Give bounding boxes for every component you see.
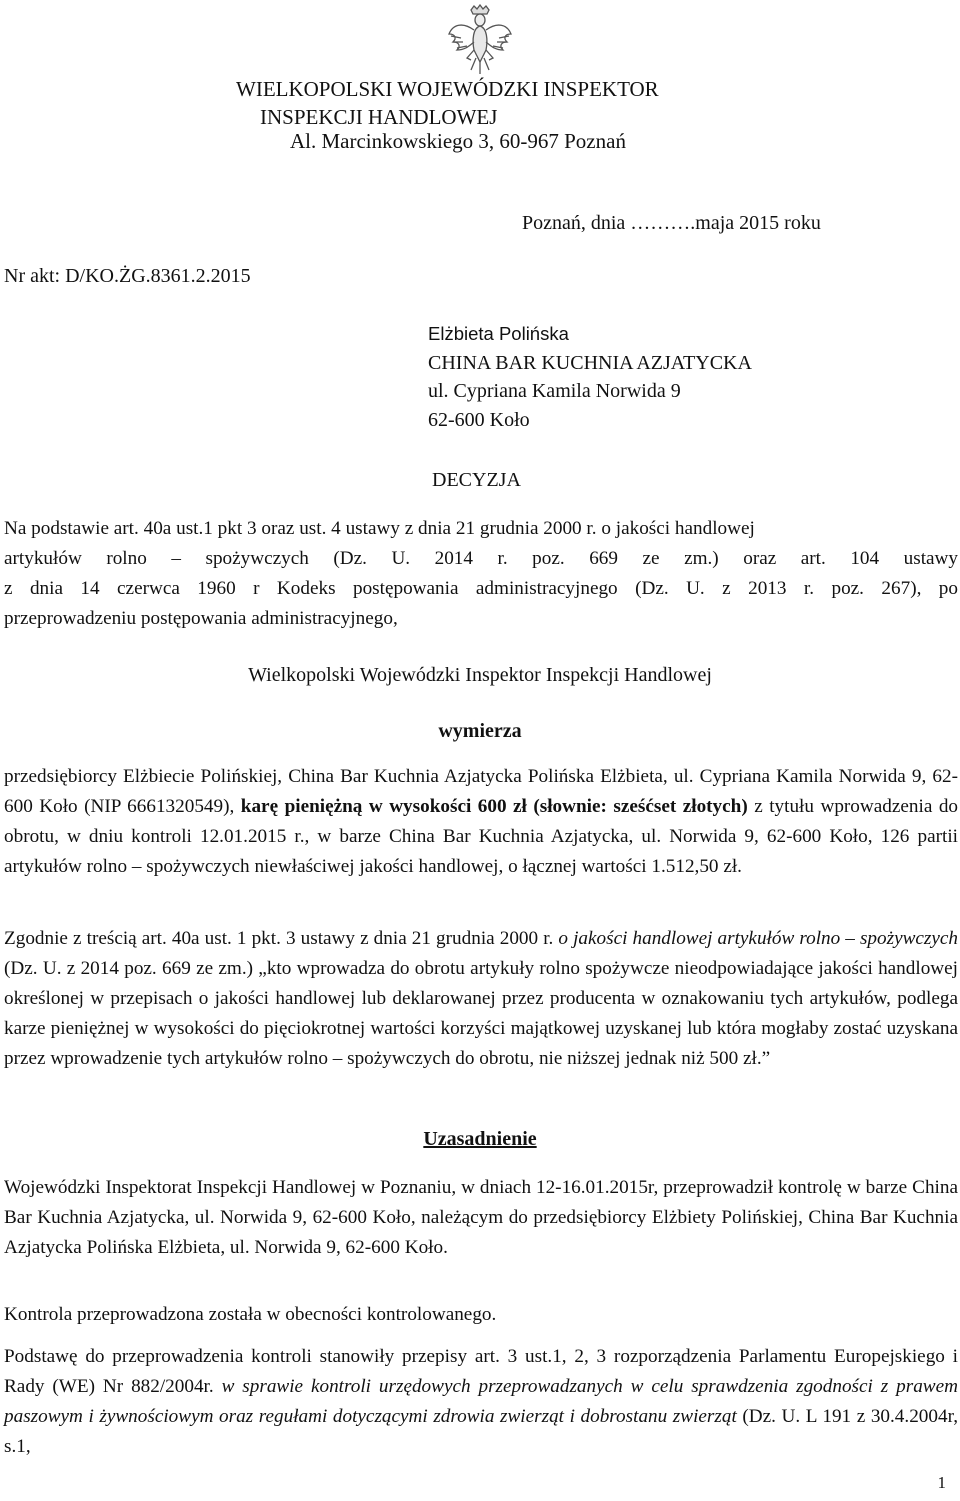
case-number: Nr akt: D/KO.ŻG.8361.2.2015 — [4, 265, 251, 287]
recipient-block — [428, 320, 752, 434]
document-title: DECYZJA — [432, 469, 521, 491]
recipient-company: CHINA BAR KUCHNIA AZJATYCKA — [428, 351, 752, 374]
basis-line: Na podstawie art. 40a ust.1 pkt 3 oraz ust. 4 ustawy z dnia 21 grudnia 2000 r. o jakości handlowej — [4, 518, 755, 539]
regulation-title: w sprawie kontroli urzędowych przeprowadzanych w celu sprawdzenia zgodności z prawem paszowym i żywnościowym oraz regułami dotyczącymi zdrowia zwierząt i dobrostanu zwierząt — [4, 1376, 958, 1427]
recipient-street: ul. Cypriana Kamila Norwida 9 — [428, 380, 681, 402]
justification-text-cont: (Dz. U. L 191 z 30.4.2004r, s.1, — [4, 1406, 958, 1457]
page-number: 1 — [937, 1473, 946, 1492]
basis-line: artykułów rolno – spożywczych (Dz. U. 2014 r. poz. 669 ze zm.) oraz art. 104 ustawy — [4, 548, 958, 569]
penalty-amount: karę pieniężną w wysokości 600 zł (słownie: sześćset złotych) — [240, 796, 748, 817]
legal-quote-paragraph — [4, 924, 958, 1074]
penalty-paragraph — [4, 762, 958, 882]
penalty-text-cont: z tytułu wprowadzenia do obrotu, w dniu kontroli 12.01.2015 r., w barze China Bar Kuchnia Azjatycka, ul. Norwida 9, 62-600 Koło, 126 partii artykułów rolno – spożywczych niewłaściwej jakości handlowej, o łącznej wartości 1.512,50 zł. — [4, 796, 959, 877]
justification-paragraph-2: Kontrola przeprowadzona została w obecności kontrolowanego. — [4, 1304, 497, 1325]
issuing-authority: Wielkopolski Wojewódzki Inspektor Inspekcji Handlowej — [248, 664, 712, 686]
authority-address: Al. Marcinkowskiego 3, 60-967 Poznań — [290, 129, 626, 153]
authority-header-line2: INSPEKCJI HANDLOWEJ — [260, 105, 498, 129]
place-and-date: Poznań, dnia ……….maja 2015 roku — [522, 212, 821, 234]
recipient-name: Elżbieta Polińska — [428, 323, 569, 344]
legal-text: Zgodnie z treścią art. 40a ust. 1 pkt. 3 ustawy z dnia 21 grudnia 2000 r. — [4, 928, 559, 949]
justification-heading: Uzasadnienie — [423, 1128, 537, 1150]
act-title: o jakości handlowej artykułów rolno – spożywczych — [558, 928, 959, 949]
decision-verb: wymierza — [438, 720, 522, 742]
justification-paragraph-3 — [4, 1342, 958, 1462]
basis-line: przeprowadzeniu postępowania administracyjnego, — [4, 608, 398, 629]
legal-quote: (Dz. U. z 2014 poz. 669 ze zm.) „kto wprowadza do obrotu artykuły rolno spożywcze nieodpowiadające jakości handlowej określonej w przepisach o jakości handlowej lub deklarowanej przez producenta w oznakowaniu tych artykułów, podlega karze pieniężnej w wysokości do pięciokrotnej wartości korzyści majątkowej uzyskanej lub która mogłaby zostać uzyskana przez wprowadzenie tych artykułów rolno – spożywczych do obrotu, nie niższej jednak niż 500 zł.” — [4, 958, 958, 1069]
penalty-text: przedsiębiorcy Elżbiecie Polińskiej, China Bar Kuchnia Azjatycka Polińska Elżbieta, ul. Cypriana Kamila Norwida 9, 62-600 Koło (NIP 6661320549), — [4, 766, 958, 817]
legal-basis-paragraph — [4, 514, 958, 634]
authority-header-line1: WIELKOPOLSKI WOJEWÓDZKI INSPEKTOR — [236, 77, 659, 101]
basis-line: z dnia 14 czerwca 1960 r Kodeks postępowania administracyjnego (Dz. U. z 2013 r. poz. 267), po — [4, 578, 958, 599]
recipient-city: 62-600 Koło — [428, 408, 530, 431]
eagle-emblem-icon — [445, 4, 515, 76]
justification-paragraph-1: Wojewódzki Inspektorat Inspekcji Handlowej w Poznaniu, w dniach 12-16.01.2015r, przeprowadził kontrolę w barze China Bar Kuchnia Azjatycka, ul. Norwida 9, 62-600 Koło, należącym do przedsiębiorcy Elżbiety Polińskiej, China Bar Kuchnia Azjatycka Polińska Elżbieta, ul. Norwida 9, 62-600 Koło. — [4, 1177, 958, 1258]
justification-text: Podstawę do przeprowadzenia kontroli stanowiły przepisy art. 3 ust.1, 2, 3 rozporządzenia Parlamentu Europejskiego i Rady (WE) Nr 882/2004r. — [4, 1346, 958, 1397]
